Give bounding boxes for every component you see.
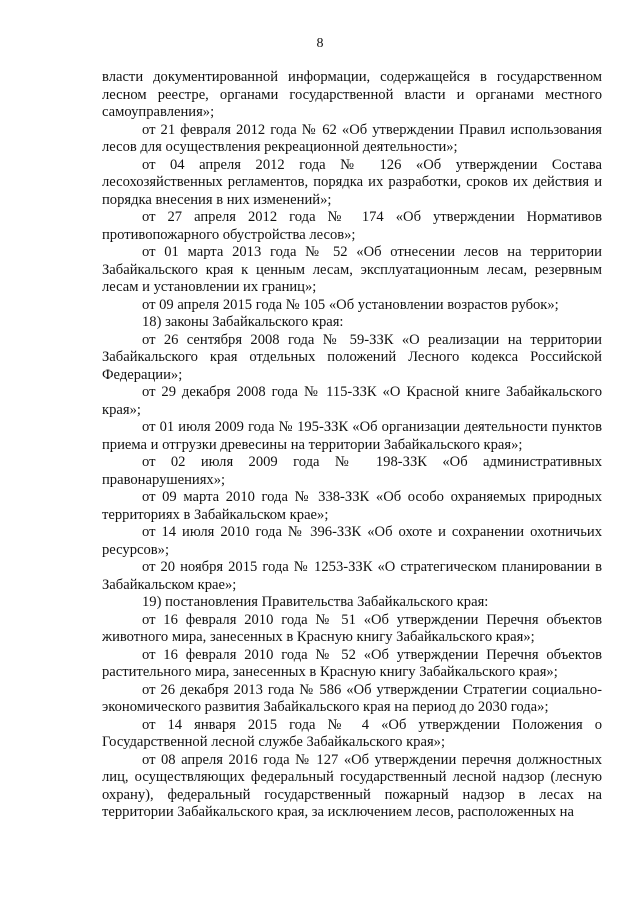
paragraph: от 02 июля 2009 года № 198-ЗЗК «Об административных правонарушениях»;: [102, 454, 602, 488]
page-number: 8: [316, 36, 324, 51]
paragraph: от 08 апреля 2016 года № 127 «Об утверждении перечня должностных лиц, осуществляющих федеральный государственный лесной надзор (лесную охрану), федеральный государственный пожарный надзор в лесах на территории Забайкальского края, за исключением лесов, расположенных на: [102, 751, 602, 820]
paragraph: от 01 марта 2013 года № 52 «Об отнесении лесов на территории Забайкальского края к ценным лесам, эксплуатационным лесам, резервным лесам и установлении их границ»;: [102, 244, 602, 295]
section-heading: 18) законы Забайкальского края:: [142, 314, 344, 330]
paragraph: от 20 ноября 2015 года № 1253-ЗЗК «О стратегическом планировании в Забайкальском крае»;: [102, 559, 602, 593]
paragraph: от 16 февраля 2010 года № 51 «Об утверждении Перечня объектов животного мира, занесенных в Красную книгу Забайкальского края»;: [102, 611, 602, 645]
paragraph: от 14 июля 2010 года № 396-ЗЗК «Об охоте и сохранении охотничьих ресурсов»;: [102, 524, 602, 558]
paragraph: власти документированной информации, содержащейся в государственном лесном реестре, органами государственной власти и органами местного самоуправления»;: [102, 69, 602, 120]
paragraph: от 01 июля 2009 года № 195-ЗЗК «Об организации деятельности пунктов приема и отгрузки древесины на территории Забайкальского края»;: [102, 419, 602, 453]
section-heading: 19) постановления Правительства Забайкальского края:: [142, 594, 489, 610]
document-body: [102, 69, 602, 822]
paragraph: от 27 апреля 2012 года № 174 «Об утверждении Нормативов противопожарного обустройства лесов»;: [102, 209, 602, 243]
paragraph: от 26 декабря 2013 года № 586 «Об утверждении Стратегии социально-экономического развития Забайкальского края на период до 2030 года»;: [102, 681, 602, 715]
paragraph: от 09 апреля 2015 года № 105 «Об установлении возрастов рубок»;: [142, 296, 559, 313]
paragraph: от 16 февраля 2010 года № 52 «Об утверждении Перечня объектов растительного мира, занесенных в Красную книгу Забайкальского края»;: [102, 646, 602, 680]
paragraph: от 09 марта 2010 года № 338-ЗЗК «Об особо охраняемых природных территориях в Забайкальском крае»;: [102, 489, 602, 523]
paragraph: от 29 декабря 2008 года № 115-ЗЗК «О Красной книге Забайкальского края»;: [102, 384, 602, 418]
paragraph: от 26 сентября 2008 года № 59-ЗЗК «О реализации на территории Забайкальского края отдельных положений Лесного кодекса Российской Федерации»;: [102, 331, 602, 383]
paragraph: от 14 января 2015 года № 4 «Об утверждении Положения о Государственной лесной службе Забайкальского края»;: [102, 716, 602, 750]
paragraph: от 04 апреля 2012 года № 126 «Об утверждении Состава лесохозяйственных регламентов, порядка их разработки, сроков их действия и порядка внесения в них изменений»;: [102, 156, 602, 208]
paragraph: от 21 февраля 2012 года № 62 «Об утверждении Правил использования лесов для осуществления рекреационной деятельности»;: [102, 121, 602, 155]
